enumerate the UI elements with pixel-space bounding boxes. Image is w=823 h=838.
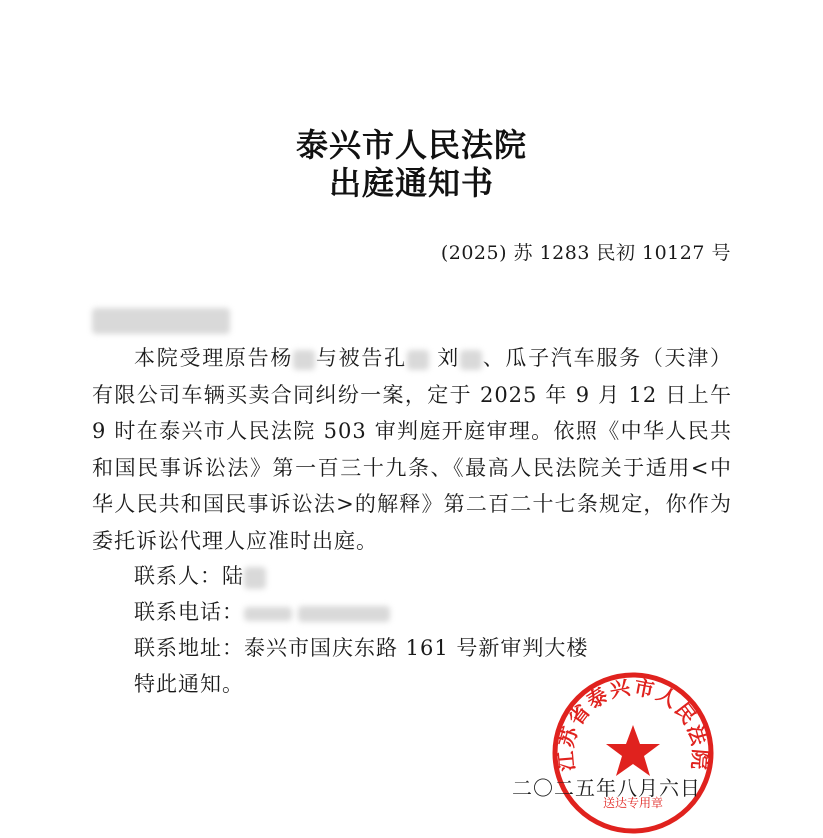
contact-person-label: 联系人： — [134, 564, 222, 588]
contact-phone-label: 联系电话： — [134, 600, 244, 624]
redaction-phone-1 — [244, 607, 292, 621]
notice-paragraph — [92, 340, 732, 560]
court-seal — [548, 668, 718, 838]
notice-body — [92, 340, 732, 560]
contact-person-value: 陆 — [222, 564, 244, 588]
redaction-defendant2 — [460, 350, 482, 370]
contact-person-line — [134, 560, 266, 590]
redaction-contact — [244, 567, 266, 589]
contact-address-label: 联系地址： — [134, 636, 244, 660]
redaction-plaintiff — [293, 350, 315, 370]
seal-bottom-text: 送达专用章 — [602, 796, 664, 810]
case-number: (2025) 苏 1283 民初 10127 号 — [440, 242, 731, 264]
body-text-3: 刘 — [437, 346, 460, 370]
body-text-1: 本院受理原告杨 — [134, 346, 294, 370]
redaction-defendant1 — [407, 350, 429, 370]
document-title: 出庭通知书 — [328, 164, 494, 202]
redaction-phone-2 — [298, 606, 390, 622]
seal-arc-text: 江苏省泰兴市人民法院 — [553, 674, 713, 773]
body-text-4: 、瓜子汽车服务（天津）有限公司车辆买卖合同纠纷一案，定于 2025 年 9 月 12 日上午 9 时在泰兴市人民法院 503 审判庭开庭审理。依照《中华人民共和国民事诉讼法》第一百三十九条、《最高人民法院关于适用<中华人民共和国民事诉讼法>的解释》第二百二十七条规定，你作为委托诉讼代理人应准时出庭。 — [92, 346, 733, 553]
body-text-2: 与被告孔 — [315, 346, 407, 370]
closing-text: 特此通知。 — [134, 672, 244, 696]
contact-address-value: 泰兴市国庆东路 161 号新审判大楼 — [244, 636, 589, 660]
issue-date: 二〇二五年八月六日 — [512, 776, 701, 800]
contact-phone-line — [134, 596, 390, 626]
court-name: 泰兴市人民法院 — [295, 126, 527, 164]
star-icon — [606, 725, 660, 776]
contact-address-line — [134, 632, 588, 662]
recipient-redacted — [92, 308, 230, 334]
